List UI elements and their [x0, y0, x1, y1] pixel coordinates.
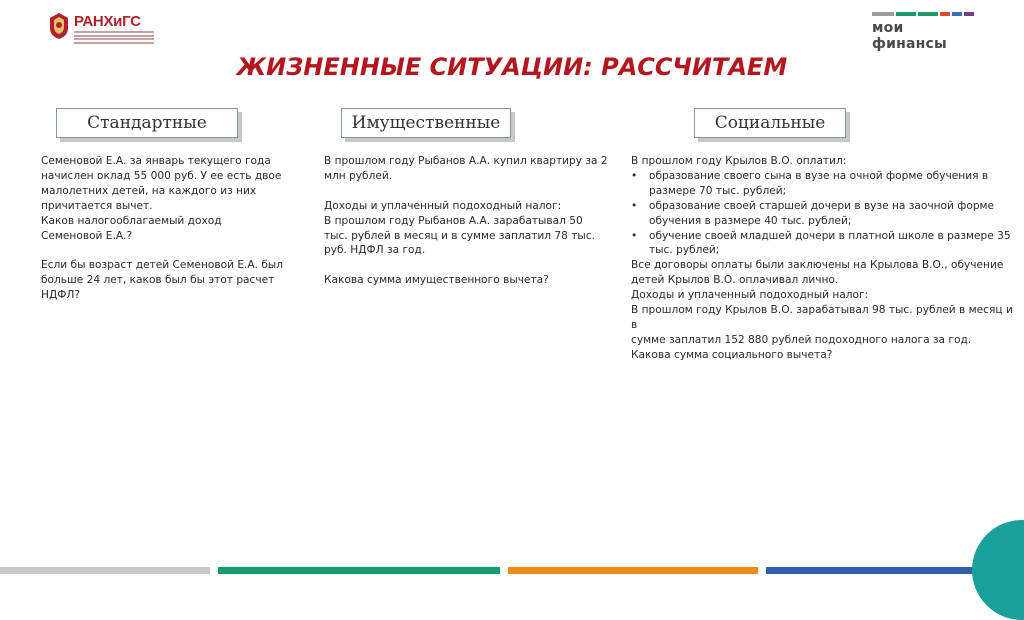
- text-line: руб. НДФЛ за год.: [324, 244, 426, 257]
- footer-bar-0: [0, 567, 210, 574]
- list-item: [631, 169, 1016, 199]
- text-line: размере 70 тыс. рублей;: [649, 184, 787, 197]
- text-line: В прошлом году Рыбанов А.А. зарабатывал 50: [324, 214, 583, 227]
- text-line: НДФЛ?: [41, 289, 80, 302]
- list-item: [631, 229, 1016, 259]
- moi-finansy-logo: [872, 12, 982, 52]
- blank-line: [324, 184, 614, 199]
- category-social: Социальные: [694, 108, 846, 138]
- text-line: Каков налогооблагаемый доход: [41, 214, 222, 227]
- ranepa-logo-text: РАНХиГС: [74, 13, 141, 30]
- text-line: обучения в размере 40 тыс. рублей;: [649, 214, 852, 227]
- text-line: причитается вычет.: [41, 199, 153, 212]
- text-line: Семеновой Е.А. за январь текущего года: [41, 155, 271, 167]
- footer-bar-1: [218, 567, 500, 574]
- social-text: [631, 154, 1016, 363]
- category-property: Имущественные: [341, 108, 511, 138]
- text-line: детей Крылов В.О. оплачивал лично.: [631, 274, 839, 287]
- text-line: сумме заплатил 152 880 рублей подоходного налога за год.: [631, 333, 972, 346]
- logo-strip-2: [918, 12, 938, 16]
- text-line: образование своего сына в вузе на очной форме обучения в: [649, 169, 989, 182]
- social-bullet-list: [631, 169, 1016, 258]
- text-line: тыс. рублей в месяц и в сумме заплатил 78 тыс.: [324, 229, 595, 242]
- text-line: Какова сумма имущественного вычета?: [324, 274, 549, 287]
- moi-finansy-logo-text: мои финансы: [872, 20, 947, 52]
- property-text: [324, 154, 614, 288]
- ranepa-logo-subtitle: [74, 31, 154, 45]
- text-line: Доходы и уплаченный подоходный налог:: [324, 199, 562, 212]
- list-item: [631, 199, 1016, 229]
- text-line: Доходы и уплаченный подоходный налог:: [631, 289, 869, 302]
- logo-strip-1: [896, 12, 916, 16]
- text-line: Если бы возраст детей Семеновой Е.А. был: [41, 259, 284, 272]
- text-line: Какова сумма социального вычета?: [631, 348, 833, 361]
- ranepa-logo: [48, 12, 148, 42]
- category-standard: Стандартные: [56, 108, 238, 138]
- text-line: В прошлом году Рыбанов А.А. купил квартиру за 2: [324, 155, 608, 167]
- text-line: малолетних детей, на каждого из них: [41, 184, 257, 197]
- logo-strip-5: [964, 12, 974, 16]
- text-line: начислен оклад 55 000 руб. У ее есть двое: [41, 169, 282, 182]
- text-line: Семеновой Е.А.?: [41, 229, 133, 242]
- logo-strip-4: [952, 12, 962, 16]
- footer-bar-2: [508, 567, 758, 574]
- logo-strip-3: [940, 12, 950, 16]
- text-line: образование своей старшей дочери в вузе на заочной форме: [649, 199, 995, 212]
- text-line: Все договоры оплаты были заключены на Крылова В.О., обучение: [631, 259, 1004, 272]
- text-line: В прошлом году Крылов В.О. оплатил:: [631, 155, 847, 167]
- footer-bar-3: [766, 567, 986, 574]
- text-line: тыс. рублей;: [649, 244, 720, 257]
- standard-text: [41, 154, 291, 303]
- blank-line: [324, 258, 614, 273]
- text-line: обучение своей младшей дочери в платной школе в размере 35: [649, 229, 1011, 242]
- corner-decoration: [972, 520, 1024, 620]
- logo-strip-0: [872, 12, 894, 16]
- text-line: В прошлом году Крылов В.О. зарабатывал 98 тыс. рублей в месяц и в: [631, 304, 1013, 331]
- blank-line: [41, 243, 291, 258]
- emblem-icon: [48, 12, 70, 40]
- text-line: млн рублей.: [324, 169, 393, 182]
- page-title: ЖИЗНЕННЫЕ СИТУАЦИИ: РАССЧИТАЕМ: [236, 53, 788, 81]
- text-line: больше 24 лет, каков был бы этот расчет: [41, 274, 275, 287]
